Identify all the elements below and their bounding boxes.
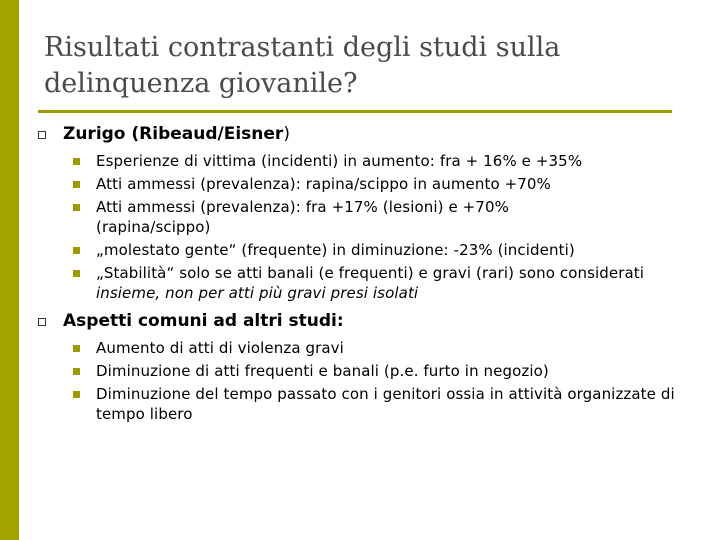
side-accent-bar <box>0 0 19 540</box>
section-heading-common <box>63 311 344 331</box>
section-heading-bold: Aspetti comuni ad altri studi: <box>63 311 344 331</box>
list-item: Diminuzione del tempo passato con i genitori ossia in attività organizzate di tempo libero <box>96 385 675 423</box>
slide-title: Risultati contrastanti degli studi sulla delinquenza giovanile? <box>44 32 561 99</box>
item-bullet-icon <box>73 270 80 277</box>
item-bullet-icon <box>73 368 80 375</box>
list-item: „molestato gente“ (frequente) in diminuzione: -23% (incidenti) <box>96 241 575 259</box>
item-bullet-icon <box>73 181 80 188</box>
list-item: Aumento di atti di violenza gravi <box>96 339 344 357</box>
item-bullet-icon <box>73 391 80 398</box>
section-heading-rest: ) <box>283 124 290 144</box>
list-item: Atti ammessi (prevalenza): fra +17% (lesioni) e +70% (rapina/scippo) <box>96 198 509 236</box>
item-bullet-icon <box>73 204 80 211</box>
list-item: Esperienze di vittima (incidenti) in aumento: fra + 16% e +35% <box>96 152 583 170</box>
list-item: Atti ammessi (prevalenza): rapina/scippo in aumento +70% <box>96 175 551 193</box>
list-item: Diminuzione di atti frequenti e banali (p.e. furto in negozio) <box>96 362 549 380</box>
section-bullet-icon <box>38 318 46 326</box>
section-bullet-icon <box>38 131 46 139</box>
list-item-text: „Stabilità“ solo se atti banali (e frequenti) e gravi (rari) sono considerati <box>96 264 645 282</box>
section-heading-bold: Zurigo (Ribeaud/Eisner <box>63 124 284 144</box>
title-underline <box>38 110 672 113</box>
list-item <box>96 264 656 303</box>
item-bullet-icon <box>73 345 80 352</box>
section-heading-zurigo <box>63 124 290 144</box>
list-item-italic: insieme, non per atti più gravi presi isolati <box>96 283 419 302</box>
item-bullet-icon <box>73 158 80 165</box>
item-bullet-icon <box>73 247 80 254</box>
